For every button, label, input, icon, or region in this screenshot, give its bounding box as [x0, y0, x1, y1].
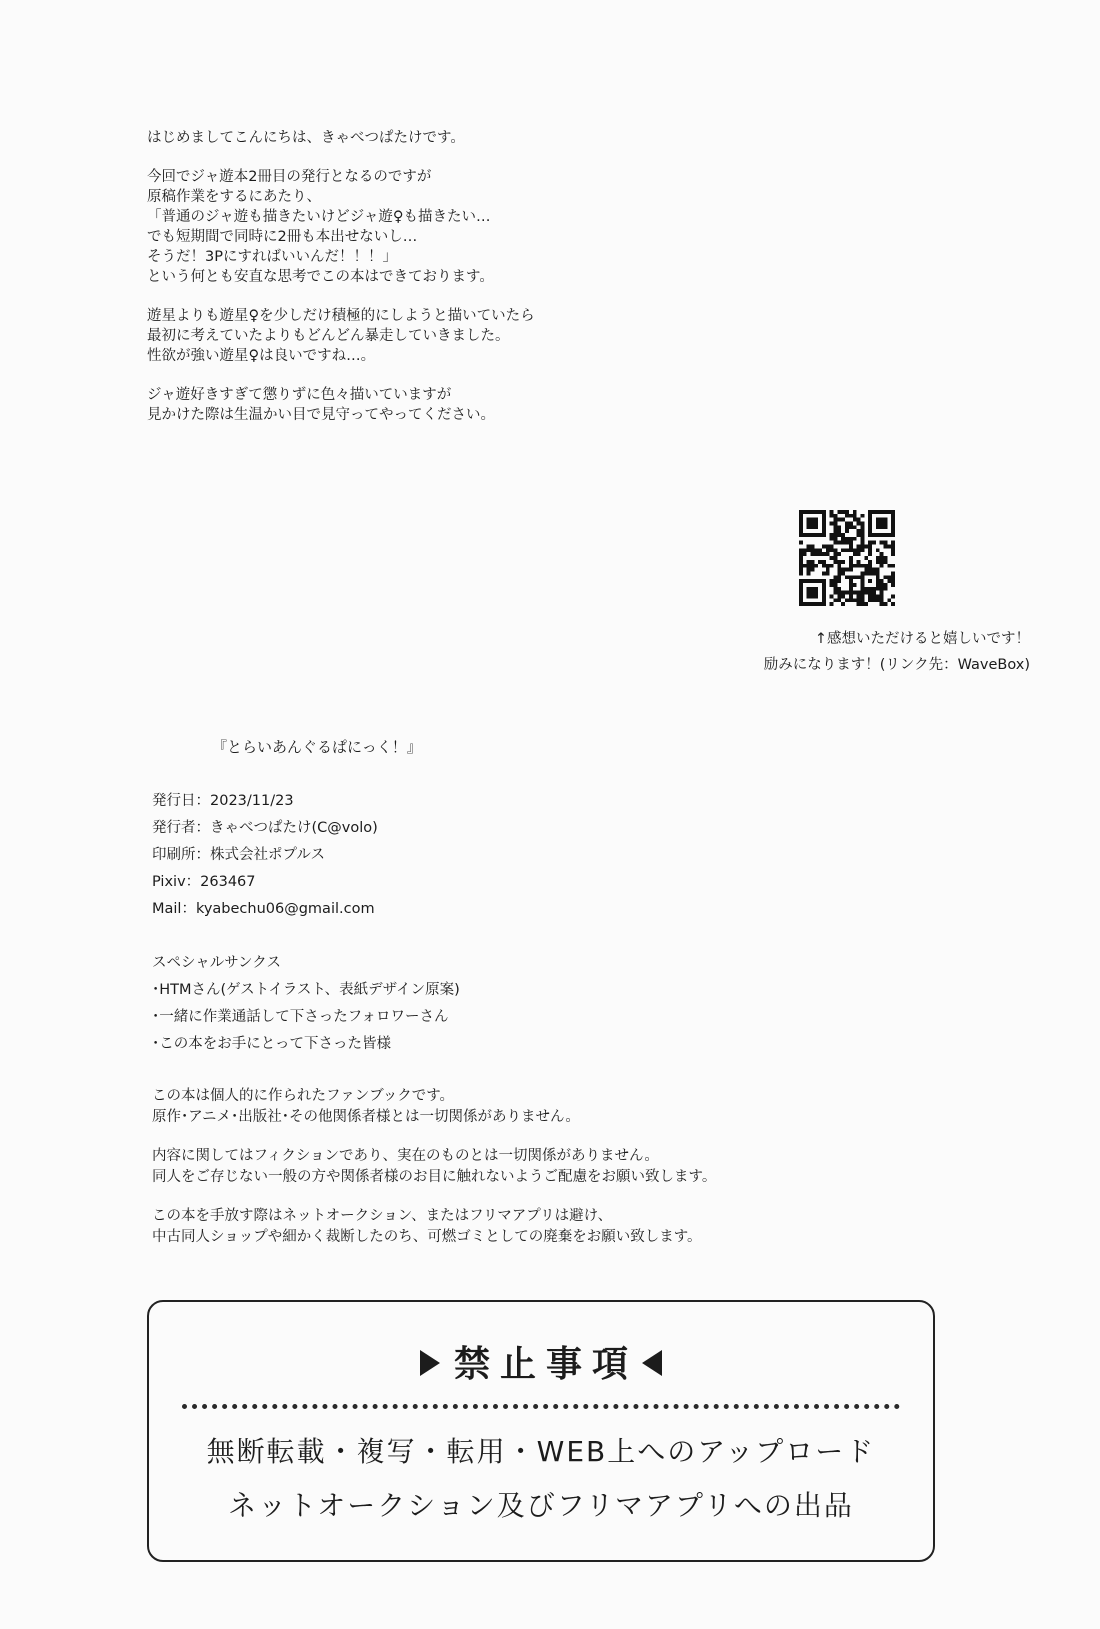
special-thanks-item: ･この本をお手にとって下さった皆様: [152, 1036, 391, 1052]
afterword-line: 性欲が強い遊星♀は良いですね…。: [147, 348, 376, 364]
afterword-paragraph: [147, 128, 787, 148]
mail-address: Mail：kyabechu06@gmail.com: [152, 901, 375, 917]
prohibitions-heading: 禁止事項: [453, 1344, 638, 1385]
qr-caption-line: 励みになります！(リンク先：WaveBox): [763, 657, 1030, 673]
pixiv-id: Pixiv：263467: [152, 874, 256, 890]
notice-line: 原作･アニメ･出版社･その他関係者様とは一切関係がありません。: [152, 1109, 580, 1125]
special-thanks-heading: スペシャルサンクス: [152, 955, 282, 971]
qr-caption-line: ↑感想いただけると嬉しいです！: [814, 631, 1030, 647]
afterword-line: そうだ！3Pにすればいいんだ！！！」: [147, 249, 397, 265]
afterword-paragraph: [147, 385, 787, 425]
prohibition-line: 無断転載・複写・転用・WEB上へのアップロード: [206, 1435, 876, 1468]
triangle-right-icon: [420, 1350, 440, 1376]
special-thanks: [152, 950, 460, 1058]
prohibitions-heading-row: [149, 1336, 933, 1387]
notice-paragraph: [152, 1086, 716, 1128]
qr-caption: [700, 626, 1030, 678]
afterword-line: という何とも安直な思考でこの本はできております。: [147, 269, 494, 285]
dotted-divider: [182, 1404, 900, 1409]
notice-line: 同人をご存じない一般の方や関係者様のお目に触れないようご配慮をお願い致します。: [152, 1169, 717, 1185]
notice-paragraph: [152, 1206, 716, 1248]
afterword-line: ジャ遊好きすぎて懲りずに色々描いていますが: [147, 387, 452, 403]
afterword-paragraph: [147, 167, 787, 287]
special-thanks-item: ･一緒に作業通話して下さったフォロワーさん: [152, 1009, 449, 1025]
notices: [152, 1086, 716, 1266]
afterword: [147, 128, 787, 444]
afterword-paragraph: [147, 306, 787, 366]
special-thanks-item: ･HTMさん(ゲストイラスト、表紙デザイン原案): [152, 982, 460, 998]
notice-paragraph: [152, 1146, 716, 1188]
afterword-line: 原稿作業をするにあたり、: [147, 189, 321, 205]
afterword-line: でも短期間で同時に2冊も本出せないし…: [147, 229, 418, 245]
qr-code-icon[interactable]: [799, 510, 895, 606]
publisher: 発行者：きゃべつぱたけ(C@volo): [152, 820, 378, 836]
afterword-line: 「普通のジャ遊も描きたいけどジャ遊♀も描きたい…: [147, 209, 491, 225]
notice-line: この本を手放す際はネットオークション、またはフリマアプリは避け、: [152, 1208, 613, 1224]
notice-line: 中古同人ショップや細かく裁断したのち、可燃ゴミとしての廃棄をお願い致します。: [152, 1229, 702, 1245]
colophon: [152, 788, 378, 923]
triangle-left-icon: [642, 1350, 662, 1376]
publish-date: 発行日：2023/11/23: [152, 793, 294, 809]
prohibitions-box: [147, 1300, 935, 1562]
afterword-line: 今回でジャ遊本2冊目の発行となるのですが: [147, 169, 432, 185]
book-title: 『とらいあんぐるぱにっく！』: [212, 738, 422, 756]
afterword-line: はじめましてこんにちは、きゃべつぱたけです。: [147, 130, 465, 146]
prohibition-line: ネットオークション及びフリマアプリへの出品: [228, 1489, 854, 1522]
afterword-line: 最初に考えていたよりもどんどん暴走していきました。: [147, 328, 510, 344]
afterword-line: 見かけた際は生温かい目で見守ってやってください。: [147, 407, 495, 423]
notice-line: この本は個人的に作られたファンブックです。: [152, 1088, 455, 1104]
printer: 印刷所：株式会社ポプルス: [152, 847, 325, 863]
afterword-line: 遊星よりも遊星♀を少しだけ積極的にしようと描いていたら: [147, 308, 535, 324]
notice-line: 内容に関してはフィクションであり、実在のものとは一切関係がありません。: [152, 1148, 659, 1164]
